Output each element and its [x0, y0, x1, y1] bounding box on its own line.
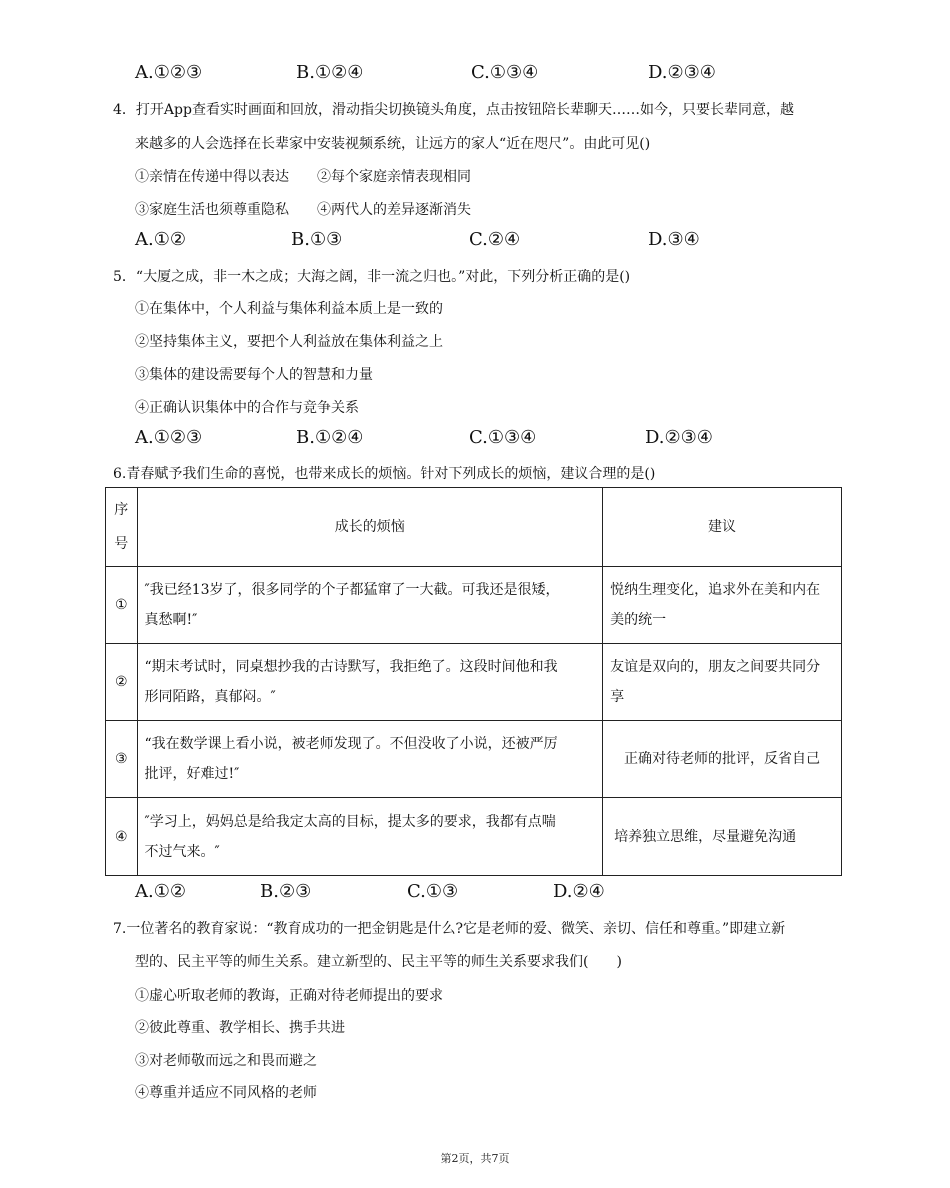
header-issue: 成长的烦恼	[137, 488, 603, 567]
table-header-row	[106, 488, 842, 567]
table-row	[106, 644, 842, 721]
table-row	[106, 567, 842, 644]
q5-stem: 5．“大厦之成，非一木之成；大海之阔，非一流之归也。”对此，下列分析正确的是()	[113, 269, 631, 285]
q5-option-b: B.①②④	[296, 427, 364, 448]
row-advice	[603, 567, 842, 644]
row-advice-line1: 悦纳生理变化，追求外在美和内在	[610, 582, 821, 598]
row-issue-line2: 批评，好难过!″	[144, 766, 240, 782]
row-issue-line2: 不过气来。″	[144, 843, 220, 860]
page-number: 第2页，共7页	[440, 1152, 510, 1165]
row-advice	[603, 721, 842, 798]
row-advice	[603, 798, 842, 876]
row-issue	[137, 644, 603, 721]
q5-option-a: A.①②③	[135, 427, 203, 448]
table-row	[106, 721, 842, 798]
row-no: ①	[106, 567, 138, 644]
row-issue-line1: “我在数学课上看小说，被老师发现了。不但没收了小说，还被严厉	[144, 736, 558, 752]
q7-stem-line2: 型的、民主平等的师生关系。建立新型的、民主平等的师生关系要求我们( )	[135, 954, 622, 970]
q4-stem-line1: 4．打开App查看实时画面和回放，滑动指尖切换镜头角度，点击按钮陪长辈聊天……如今，只要长辈同意，越	[113, 102, 794, 118]
q5-choice-4: ④正确认识集体中的合作与竞争关系	[135, 400, 359, 416]
row-issue-line1: “期末考试时，同桌想抄我的古诗默写，我拒绝了。这段时间他和我	[144, 659, 558, 675]
q4-option-b: B.①③	[291, 229, 343, 250]
row-issue-line1: ″学习上，妈妈总是给我定太高的目标，提太多的要求，我都有点喘	[144, 813, 556, 830]
row-no: ②	[106, 644, 138, 721]
q7-choice-3: ③对老师敬而远之和畏而避之	[135, 1053, 317, 1069]
row-issue-line2: 形同陌路，真郁闷。″	[144, 689, 276, 705]
q4-option-d: D.③④	[648, 229, 700, 250]
q3-option-d: D.②③④	[648, 62, 716, 83]
table-row	[106, 798, 842, 876]
q6-option-b: B.②③	[260, 881, 312, 902]
q6-option-a: A.①②	[135, 881, 186, 902]
row-advice-line1: 培养独立思维，尽量避免沟通	[614, 828, 797, 845]
header-no-line2: 号	[114, 536, 129, 552]
row-no: ④	[106, 798, 138, 876]
q3-option-b: B.①②④	[296, 62, 364, 83]
header-no-line1: 序	[114, 502, 129, 518]
q3-option-c: C.①③④	[471, 62, 539, 83]
q6-option-d: D.②④	[553, 881, 605, 902]
q5-choice-3: ③集体的建设需要每个人的智慧和力量	[135, 367, 373, 383]
q4-stem-line2: 来越多的人会选择在长辈家中安装视频系统，让远方的家人“近在咫尺”。由此可见()	[135, 136, 651, 152]
row-issue	[137, 567, 603, 644]
q7-choice-2: ②彼此尊重、教学相长、携手共进	[135, 1020, 345, 1036]
q5-choice-1: ①在集体中，个人利益与集体利益本质上是一致的	[135, 301, 443, 317]
row-issue-line2: 真愁啊!″	[144, 612, 198, 628]
q7-stem-line1: 7.一位著名的教育家说：“教育成功的一把金钥匙是什么?它是老师的爱、微笑、亲切、信任和尊重。”即建立新	[113, 921, 786, 937]
q5-option-d: D.②③④	[645, 427, 713, 448]
q7-choice-1: ①虚心听取老师的教诲，正确对待老师提出的要求	[135, 988, 443, 1004]
row-advice-line2: 享	[610, 689, 625, 705]
q5-choice-2: ②坚持集体主义，要把个人利益放在集体利益之上	[135, 334, 443, 350]
row-advice	[603, 644, 842, 721]
row-no: ③	[106, 721, 138, 798]
row-issue	[137, 798, 603, 876]
q4-choices-line1: ①亲情在传递中得以表达 ②每个家庭亲情表现相同	[135, 169, 471, 185]
header-advice: 建议	[603, 488, 842, 567]
row-issue	[137, 721, 603, 798]
row-advice-line2: 美的统一	[610, 612, 667, 628]
q4-option-c: C.②④	[469, 229, 521, 250]
q4-choices-line2: ③家庭生活也须尊重隐私 ④两代人的差异逐渐消失	[135, 202, 471, 218]
q7-choice-4: ④尊重并适应不同风格的老师	[135, 1085, 317, 1101]
q6-option-c: C.①③	[407, 881, 459, 902]
q4-option-a: A.①②	[135, 229, 186, 250]
row-advice-line1: 友谊是双向的，朋友之间要共同分	[610, 659, 821, 675]
row-issue-line1: ″我已经13岁了，很多同学的个子都猛窜了一大截。可我还是很矮，	[144, 582, 560, 598]
q6-stem: 6.青春赋予我们生命的喜悦，也带来成长的烦恼。针对下列成长的烦恼，建议合理的是()	[113, 466, 656, 482]
header-no-cell	[106, 488, 138, 567]
q5-option-c: C.①③④	[469, 427, 537, 448]
row-advice-line1: 正确对待老师的批评，反省自己	[624, 751, 821, 767]
q6-table	[105, 487, 842, 876]
q3-option-a: A.①②③	[135, 62, 203, 83]
